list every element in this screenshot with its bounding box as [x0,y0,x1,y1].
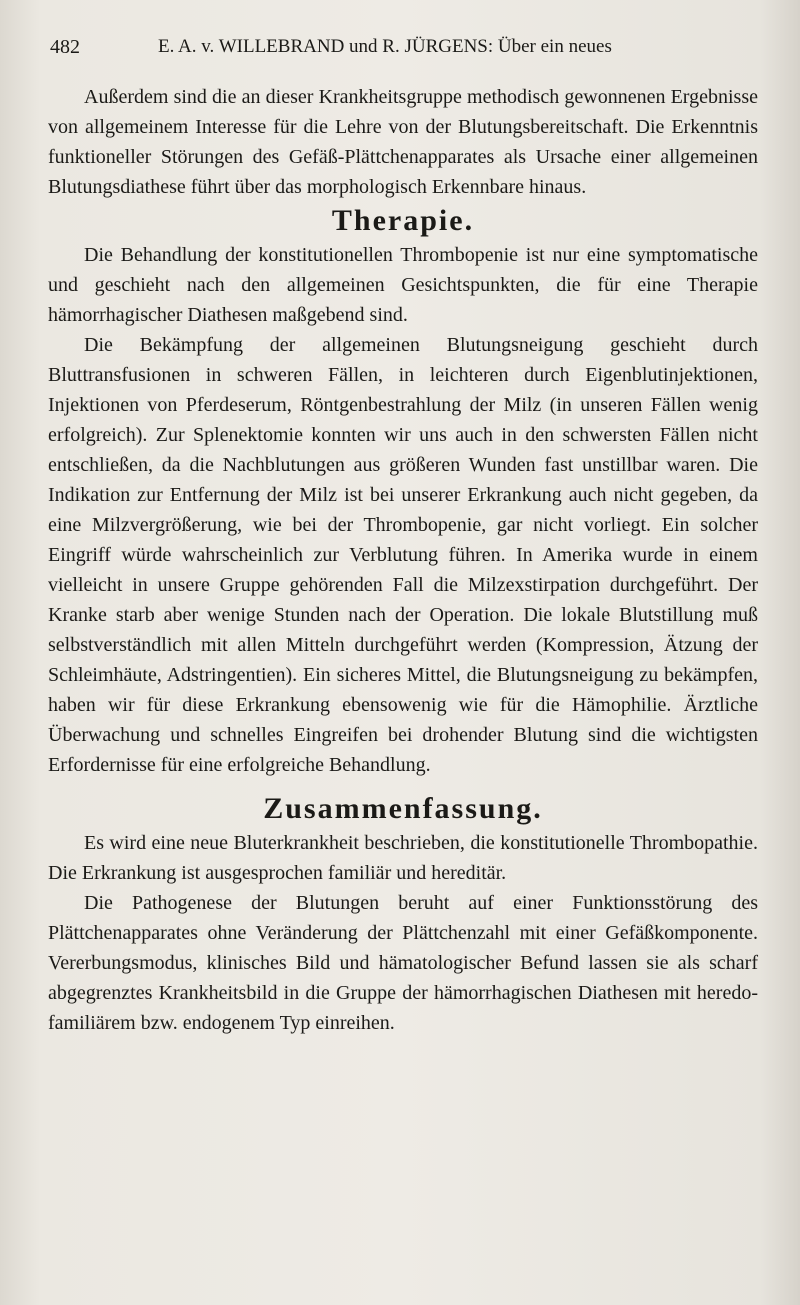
running-title: E. A. v. WILLEBRAND und R. JÜRGENS: Über ein neues [158,36,612,57]
summary-paragraph-1: Es wird eine neue Bluterkrankheit beschrieben, die konstitutionelle Thrombopathie. Die Erkrankung ist ausgesprochen familiär und hereditär. [48,832,758,884]
running-head [50,34,660,60]
therapy-heading: Therapie. [331,204,475,237]
summary-paragraph-2: Die Pathogenese der Blutungen beruht auf einer Funktionsstörung des Plättchenapparates ohne Veränderung der Plättchenzahl mit einer Gefäßkomponente. Vererbungsmodus, klinisches Bild und hämatologischer Befund lassen sie als scharf abgegrenztes Krankheitsbild in die Gruppe der hämorrhagischen Diathesen mit heredo-familiärem bzw. endogenem Typ einreihen. [48,892,758,1034]
page-body [48,82,758,1038]
summary-heading: Zusammenfassung. [263,792,543,825]
therapy-paragraph-1: Die Behandlung der konstitutionellen Thrombopenie ist nur eine symptomatische und geschieht nach den allgemeinen Gesichtspunkten, die für eine Therapie hämorrhagischer Diathesen maßgebend sind. [48,244,758,326]
intro-paragraph: Außerdem sind die an dieser Krankheitsgruppe methodisch gewonnenen Ergebnisse von allgemeinem Interesse für die Lehre von der Blutungsbereitschaft. Die Erkenntnis funktioneller Störungen des Gefäß-Plättchenapparates als Ursache einer allgemeinen Blutungsdiathese führt über das morphologisch Erkennbare hinaus. [48,86,758,198]
page-number: 482 [50,36,80,58]
therapy-paragraph-2: Die Bekämpfung der allgemeinen Blutungsneigung geschieht durch Bluttransfusionen in schweren Fällen, in leichteren durch Eigenblutinjektionen, Injektionen von Pferdeserum, Röntgenbestrahlung der Milz (in unseren Fällen wenig erfolgreich). Zur Splenektomie konnten wir uns auch in den schwersten Fällen nicht entschließen, da die Nachblutungen aus größeren Wunden fast unstillbar waren. Die Indikation zur Entfernung der Milz ist bei unserer Erkrankung auch nicht gegeben, da eine Milzvergrößerung, wie bei der Thrombopenie, gar nicht vorliegt. Ein solcher Eingriff würde wahrscheinlich zur Verblutung führen. In Amerika wurde in einem vielleicht in unsere Gruppe gehörenden Fall die Milzexstirpation durchgeführt. Der Kranke starb aber wenige Stunden nach der Operation. Die lokale Blutstillung muß selbstverständlich mit allen Mitteln durchgeführt werden (Kompression, Ätzung der Schleimhäute, Adstringentien). Ein sicheres Mittel, die Blutungsneigung zu bekämpfen, haben wir für diese Erkrankung ebensowenig wie für die Hämophilie. Ärztliche Überwachung und schnelles Eingreifen bei drohender Blutung sind die wichtigsten Erfordernisse für eine erfolgreiche Behandlung. [48,334,758,776]
